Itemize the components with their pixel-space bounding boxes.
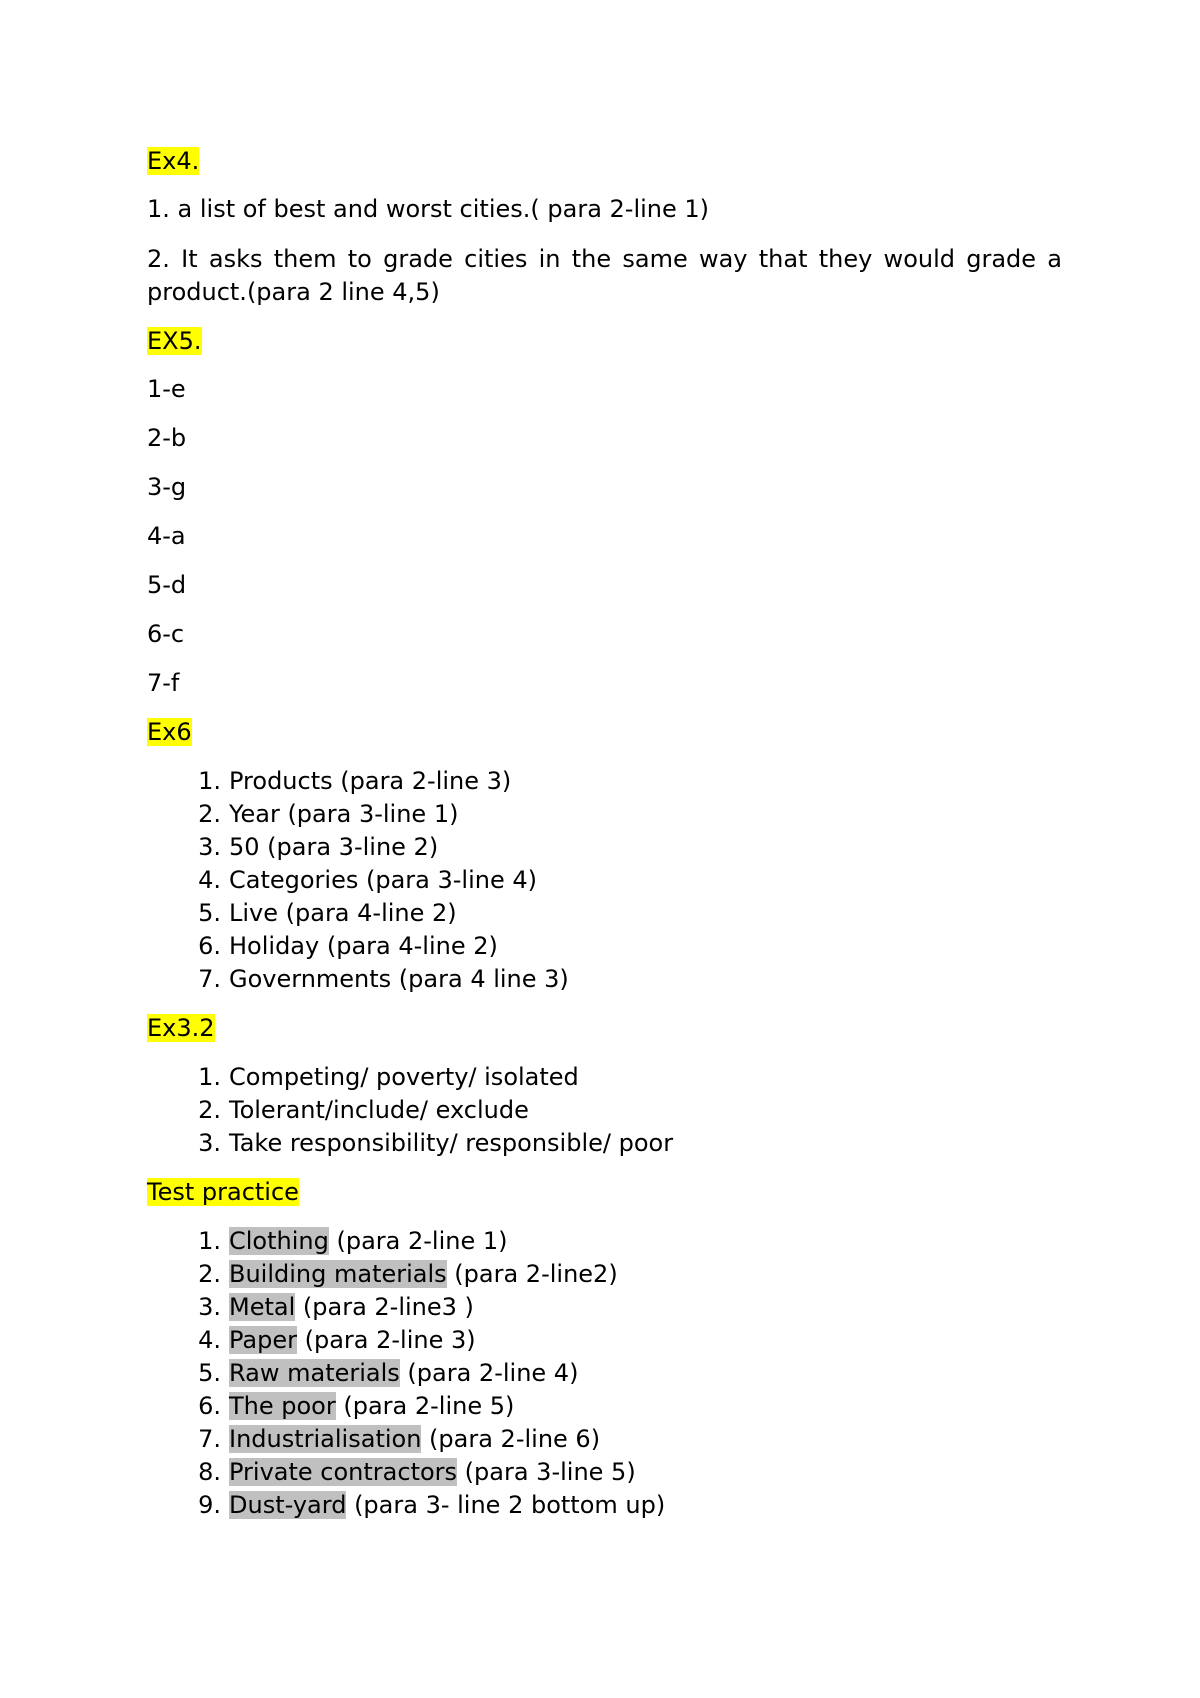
ex4-answer-1: 1. a list of best and worst cities.( para 2-line 1) [147,195,710,223]
ex6-item: 3. 50 (para 3-line 2) [198,833,439,861]
test-item: 1. Clothing (para 2-line 1) [198,1227,508,1255]
ex5-answer: 2-b [147,424,187,452]
ex5-answer: 3-g [147,473,187,501]
ex6-item: 1. Products (para 2-line 3) [198,767,512,795]
test-item: 6. The poor (para 2-line 5) [198,1392,515,1420]
ex6-item: 2. Year (para 3-line 1) [198,800,459,828]
ex6-item: 4. Categories (para 3-line 4) [198,866,538,894]
heading-ex4: Ex4. [147,147,200,175]
test-item: 9. Dust-yard (para 3- line 2 bottom up) [198,1491,666,1519]
heading-test-practice: Test practice [147,1178,299,1206]
test-item: 5. Raw materials (para 2-line 4) [198,1359,579,1387]
test-item: 3. Metal (para 2-line3 ) [198,1293,474,1321]
ex6-item: 6. Holiday (para 4-line 2) [198,932,498,960]
ex3-2-item: 2. Tolerant/include/ exclude [198,1096,529,1124]
heading-ex3-2: Ex3.2 [147,1014,215,1042]
test-item: 8. Private contractors (para 3-line 5) [198,1458,636,1486]
ex3-2-item: 3. Take responsibility/ responsible/ poor [198,1129,674,1157]
ex4-answer-2: 2. It asks them to grade cities in the same way that they would grade a product.(para 2 line 4,5) [147,245,1062,306]
test-item: 7. Industrialisation (para 2-line 6) [198,1425,601,1453]
test-item: 4. Paper (para 2-line 3) [198,1326,476,1354]
ex6-item: 5. Live (para 4-line 2) [198,899,457,927]
ex5-answer: 6-c [147,620,185,648]
ex5-answer: 5-d [147,571,187,599]
ex5-answer: 7-f [147,669,180,697]
ex6-item: 7. Governments (para 4 line 3) [198,965,569,993]
heading-ex5: EX5. [147,327,202,355]
ex5-answer: 4-a [147,522,186,550]
heading-ex6: Ex6 [147,718,192,746]
ex3-2-item: 1. Competing/ poverty/ isolated [198,1063,579,1091]
ex5-answer: 1-e [147,375,186,403]
test-item: 2. Building materials (para 2-line2) [198,1260,618,1288]
